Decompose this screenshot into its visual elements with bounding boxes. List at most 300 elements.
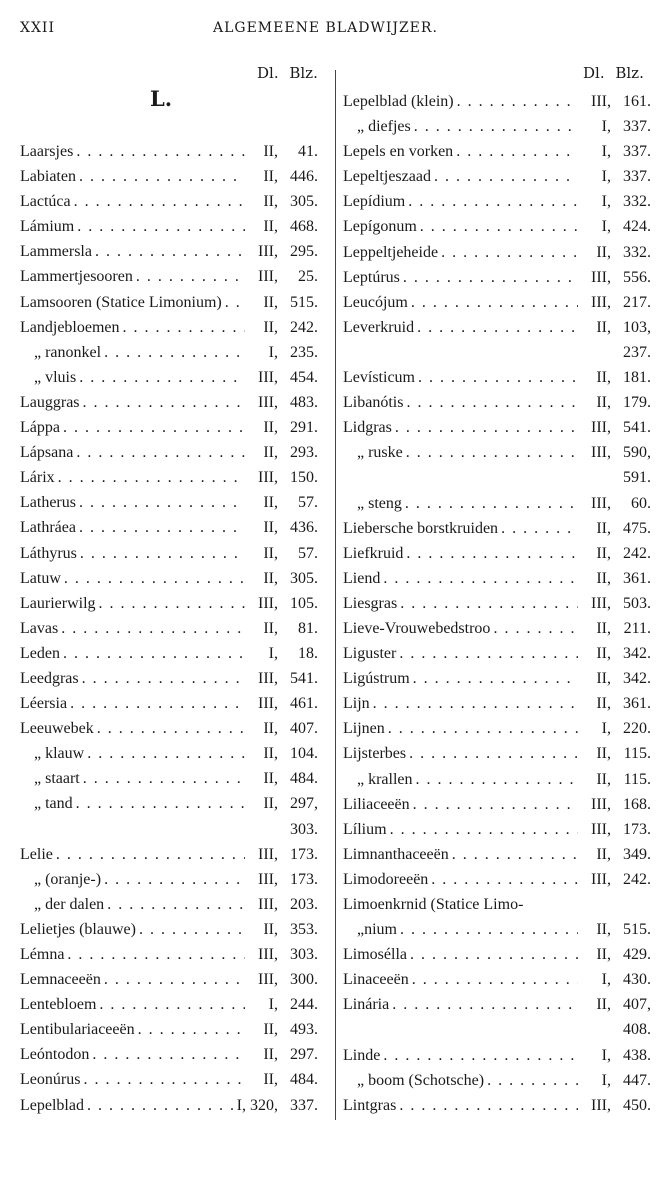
dot-leader [63, 415, 245, 440]
index-entry [343, 139, 651, 164]
dot-leader [123, 315, 245, 340]
dot-leader [383, 1043, 578, 1068]
entry-page: 237. [623, 343, 651, 361]
entry-name: Landjebloemen [20, 318, 120, 336]
entry-volume: II, [263, 619, 278, 637]
index-entry [20, 967, 318, 992]
index-entry [343, 616, 651, 641]
dot-leader [76, 440, 245, 465]
entry-volume: III, [258, 669, 278, 687]
entry-page: 161. [623, 93, 651, 110]
entry-page: 353. [290, 920, 318, 938]
dot-leader [413, 792, 578, 817]
dot-leader [139, 917, 245, 942]
entry-name: Lijsterbes [343, 745, 407, 763]
dot-leader [390, 817, 578, 842]
dot-leader [411, 290, 578, 315]
entry-page: 483. [290, 393, 318, 411]
entry-name: Liend [343, 569, 381, 587]
entry-page: 342. [623, 645, 651, 663]
dot-leader [406, 390, 578, 415]
dot-leader [107, 892, 245, 917]
entry-name: Leonúrus [20, 1071, 81, 1089]
entry-page: 115. [623, 745, 651, 763]
entry-page: 556. [623, 268, 651, 286]
entry-name: Limoenkrnid (Statice Limo- [343, 896, 524, 913]
index-entry [20, 541, 318, 566]
entry-name: Lelie [20, 845, 53, 863]
entry-name: Laarsjes [20, 143, 74, 160]
entry-page: 342. [623, 670, 651, 688]
entry-volume: II, [263, 745, 278, 763]
entry-volume: I, [601, 218, 611, 236]
entry-volume: II, [263, 193, 278, 211]
dot-leader [452, 842, 578, 867]
dot-leader [417, 315, 578, 340]
entry-name: Lammersla [20, 243, 92, 261]
entry-page: 447. [623, 1071, 651, 1089]
entry-volume: III, [591, 870, 611, 888]
entry-name: Lárix [20, 469, 55, 487]
entry-page: 461. [290, 695, 318, 713]
entry-page: 293. [290, 444, 318, 462]
entry-name [20, 817, 23, 842]
entry-page: 242. [623, 870, 651, 888]
entry-page: 300. [290, 971, 318, 989]
column-divider [335, 70, 336, 1120]
entry-page: 168. [623, 795, 651, 813]
entry-volume: III, [591, 594, 611, 612]
entry-page: 515. [290, 293, 318, 311]
entry-page: 303. [290, 946, 318, 963]
entry-page: 150. [290, 469, 318, 487]
entry-page: 361. [623, 695, 651, 713]
entry-name: Liefkruid [343, 544, 404, 562]
entry-volume: III, [258, 243, 278, 261]
entry-page: 173. [290, 845, 318, 863]
entry-name: „ boom (Schotsche) [357, 1071, 485, 1089]
entry-name: Lemnaceeën [20, 971, 101, 989]
index-entry [343, 691, 651, 716]
entry-volume: II, [263, 770, 278, 788]
entry-page: 515. [623, 921, 651, 939]
index-entry [20, 164, 318, 189]
entry-volume: I, 320, [236, 1096, 278, 1114]
dot-leader [58, 465, 245, 490]
entry-name: Leucójum [343, 293, 408, 311]
entry-volume [578, 465, 611, 490]
index-entry [343, 164, 651, 189]
index-entry [20, 766, 318, 791]
dot-leader [412, 967, 578, 992]
entry-page: 590, [623, 444, 651, 462]
entry-name: Limodoreeën [343, 870, 429, 888]
entry-page: 211. [623, 619, 651, 637]
entry-page: 361. [623, 569, 651, 587]
entry-name: Lactúca [20, 193, 71, 211]
entry-volume [578, 1017, 611, 1042]
index-entry [20, 1042, 318, 1067]
entry-volume: III, [591, 494, 611, 512]
entry-volume: II, [263, 318, 278, 336]
entry-name: „nium [357, 921, 397, 939]
dot-leader [83, 766, 245, 791]
entry-volume: II, [596, 619, 611, 637]
entry-page: 541. [623, 419, 651, 437]
index-entry [343, 716, 651, 741]
dot-leader [83, 1067, 245, 1092]
dot-leader [392, 992, 578, 1017]
entry-volume: III, [591, 93, 611, 110]
index-entry [20, 365, 318, 390]
dot-leader [399, 1093, 578, 1118]
entry-volume: I, [601, 118, 611, 136]
dot-leader [76, 791, 245, 816]
dot-leader [406, 541, 578, 566]
dot-leader [87, 1093, 234, 1118]
entry-volume: II, [596, 745, 611, 763]
entry-page: 242. [623, 544, 651, 562]
dot-leader [403, 265, 578, 290]
entry-volume: II, [263, 419, 278, 437]
index-entry [343, 842, 651, 867]
index-entry [20, 817, 318, 842]
dot-leader [414, 114, 578, 139]
index-entry [343, 89, 651, 114]
entry-name: Lammertjesooren [20, 268, 133, 286]
entry-name: Linária [343, 996, 390, 1014]
entry-name [343, 1017, 346, 1042]
entry-page: 115. [623, 770, 651, 788]
entry-name: Leverkruid [343, 318, 415, 336]
entry-name: Lentebloem [20, 996, 97, 1014]
entry-name: Linaceeën [343, 971, 409, 989]
index-entry [343, 315, 651, 340]
entry-page: 408. [623, 1021, 651, 1039]
entry-volume: I, [601, 193, 611, 211]
index-entry [343, 290, 651, 315]
entry-page: 303. [290, 820, 318, 838]
entry-name: Limosélla [343, 946, 407, 964]
entry-page: 291. [290, 419, 318, 437]
dot-leader [63, 641, 245, 666]
entry-volume: III, [258, 368, 278, 386]
index-entry [20, 616, 318, 641]
entry-volume [245, 817, 278, 842]
index-entry [20, 340, 318, 365]
dot-leader [83, 390, 245, 415]
index-entry [343, 867, 651, 892]
index-entry [20, 791, 318, 816]
entry-page: 244. [290, 996, 318, 1014]
entry-page: 242. [290, 318, 318, 336]
entry-page: 484. [290, 770, 318, 788]
index-entry [343, 415, 651, 440]
entry-name: Liguster [343, 645, 397, 663]
dot-leader [400, 917, 578, 942]
entry-volume: III, [258, 845, 278, 863]
entry-page: 407, [623, 996, 651, 1014]
entry-page: 60. [631, 494, 651, 512]
entry-volume: II, [263, 1046, 278, 1064]
entry-name: Lílium [343, 820, 387, 838]
entry-volume: III, [258, 469, 278, 487]
index-entry [20, 239, 318, 264]
entry-volume: II, [596, 519, 611, 537]
entry-name: Lamsooren (Statice Limonium) [20, 293, 222, 311]
entry-page: 305. [290, 569, 318, 587]
index-entry [343, 516, 651, 541]
index-entry [343, 641, 651, 666]
entry-name: Laurierwilg [20, 594, 96, 612]
entry-name: Linde [343, 1046, 381, 1064]
entry-page: 475. [623, 519, 651, 537]
index-entry [343, 541, 651, 566]
index-entry [343, 892, 651, 917]
dot-leader [408, 189, 578, 214]
index-entry [20, 842, 318, 867]
entry-volume: I, [601, 1046, 611, 1064]
index-entry [343, 917, 651, 942]
index-entry [20, 942, 318, 967]
entry-page: 81. [298, 619, 318, 637]
entry-volume: III, [258, 268, 278, 286]
entry-volume: II, [596, 845, 611, 863]
index-entry [20, 490, 318, 515]
entry-page: 407. [290, 720, 318, 738]
entry-volume: III, [591, 268, 611, 286]
entry-volume: II, [263, 569, 278, 587]
entry-name: Limnanthaceeën [343, 845, 449, 863]
entry-name: Latuw [20, 569, 61, 587]
entry-name: „ tand [34, 795, 73, 813]
index-entry [343, 240, 651, 265]
entry-name: Lijnen [343, 720, 385, 738]
entry-name: Liesgras [343, 594, 398, 612]
entry-page: 591. [623, 469, 651, 487]
dot-leader [80, 541, 245, 566]
entry-volume: II, [596, 569, 611, 587]
index-entry [343, 214, 651, 239]
index-entry [20, 867, 318, 892]
entry-page: 173. [290, 870, 318, 888]
dot-leader [434, 164, 578, 189]
entry-volume: III, [258, 594, 278, 612]
entry-page: 468. [290, 218, 318, 236]
index-entry [20, 741, 318, 766]
entry-volume: II, [263, 920, 278, 938]
dot-leader [70, 691, 245, 716]
dot-leader [420, 214, 578, 239]
entry-name: Lepelblad (klein) [343, 93, 454, 110]
entry-volume: II, [263, 168, 278, 186]
index-entry [343, 767, 651, 792]
entry-name: Liliaceeën [343, 795, 410, 813]
entry-page: 337. [623, 143, 651, 161]
entry-name: Lintgras [343, 1096, 397, 1114]
index-entry [343, 666, 651, 691]
entry-volume: I, [601, 971, 611, 989]
entry-page: 217. [623, 293, 651, 311]
dot-leader [431, 867, 578, 892]
entry-page: 332. [623, 193, 651, 211]
index-entry [343, 741, 651, 766]
entry-name: „ krallen [357, 770, 413, 788]
index-entry [20, 992, 318, 1017]
index-entry [343, 817, 651, 842]
entry-name [343, 340, 346, 365]
dot-leader [406, 440, 578, 465]
entry-volume [578, 892, 611, 917]
entry-name: Leptúrus [343, 268, 400, 286]
dot-leader [79, 164, 245, 189]
entry-name: „ vluis [34, 368, 77, 386]
entry-page: 305. [290, 193, 318, 211]
index-entry [343, 992, 651, 1017]
entry-volume: III, [591, 419, 611, 437]
index-entry [20, 189, 318, 214]
entry-name: Lidgras [343, 419, 392, 437]
index-entry [343, 440, 651, 465]
entry-volume: III, [591, 1096, 611, 1114]
dot-leader [74, 189, 245, 214]
entry-name: Lepelblad [20, 1096, 84, 1114]
entry-page: 430. [623, 971, 651, 989]
dot-leader [493, 616, 578, 641]
index-entry [343, 189, 651, 214]
entry-name: Leden [20, 644, 60, 662]
index-entry [20, 390, 318, 415]
dot-leader [76, 139, 245, 164]
entry-page: 179. [623, 394, 651, 412]
entry-name: Lijn [343, 695, 370, 713]
entry-name: Labiaten [20, 168, 76, 186]
entry-name: Lepeltjeszaad [343, 168, 431, 186]
dot-leader [61, 616, 245, 641]
entry-volume: III, [258, 870, 278, 888]
entry-volume: II, [596, 695, 611, 713]
entry-name: Ligústrum [343, 670, 410, 688]
dot-leader [64, 566, 245, 591]
entry-name: Lepels en vorken [343, 143, 454, 161]
entry-volume: I, [268, 343, 278, 361]
dot-leader [409, 741, 578, 766]
entry-page: 173. [623, 820, 651, 838]
entry-volume: III, [591, 820, 611, 838]
column-heading-right: Dl. Blz. [583, 64, 644, 82]
entry-page: 438. [623, 1046, 651, 1064]
index-entry [20, 691, 318, 716]
dot-leader [104, 867, 245, 892]
entry-page: 446. [290, 168, 318, 186]
index-entry [20, 214, 318, 239]
dot-leader [400, 591, 578, 616]
entry-page: 349. [623, 845, 651, 863]
entry-volume: III, [258, 695, 278, 713]
index-entry [20, 1067, 318, 1092]
index-entry [20, 666, 318, 691]
dot-leader [136, 264, 245, 289]
entry-name [343, 465, 346, 490]
dot-leader [413, 666, 578, 691]
dot-leader [99, 992, 245, 1017]
entry-page: 25. [298, 268, 318, 286]
entry-page: 18. [298, 644, 318, 662]
index-entry [343, 365, 651, 390]
entry-page: 297, [290, 795, 318, 813]
column-heading-left: Dl. Blz. [257, 64, 318, 82]
dot-leader [388, 716, 578, 741]
entry-volume: II, [596, 670, 611, 688]
entry-name: Lelietjes (blauwe) [20, 920, 136, 938]
entry-name: „ ruske [357, 444, 403, 462]
index-entry [343, 114, 651, 139]
entry-volume: II, [263, 444, 278, 462]
entry-volume: III, [258, 895, 278, 913]
dot-leader [418, 365, 578, 390]
dot-leader [97, 716, 245, 741]
entry-page: 454. [290, 368, 318, 386]
index-entry [20, 892, 318, 917]
entry-volume: II, [263, 494, 278, 512]
index-entry [343, 340, 651, 365]
index-entry [343, 390, 651, 415]
entry-page [611, 892, 651, 917]
index-entry [20, 1017, 318, 1042]
index-entry [20, 515, 318, 540]
index-entry [343, 465, 651, 490]
entry-volume: I, [601, 168, 611, 186]
entry-volume: II, [263, 1071, 278, 1089]
entry-name: „ ranonkel [34, 343, 102, 361]
entry-volume: II, [263, 293, 278, 311]
entry-volume: II, [596, 921, 611, 939]
entry-name: Lémna [20, 946, 65, 963]
dot-leader [487, 1068, 578, 1093]
index-entry [343, 1093, 651, 1118]
entry-page: 484. [290, 1071, 318, 1089]
entry-volume: III, [258, 393, 278, 411]
entry-page: 503. [623, 594, 651, 612]
entry-name: Lepígonum [343, 218, 417, 236]
entry-page: 541. [290, 669, 318, 687]
dot-leader [79, 515, 245, 540]
dot-leader [399, 641, 578, 666]
entry-name: Libanótis [343, 394, 404, 412]
entry-name: „ staart [34, 770, 80, 788]
entry-volume: III, [591, 444, 611, 462]
index-entry [20, 566, 318, 591]
entry-volume: II, [596, 243, 611, 261]
entry-name: Latherus [20, 494, 76, 512]
entry-name: „ der dalen [34, 895, 105, 913]
entry-name: Liebersche borstkruiden [343, 519, 499, 537]
running-title: ALGEMEENE BLADWIJZER. [213, 20, 438, 36]
entry-page: 436. [290, 519, 318, 537]
dot-leader [405, 491, 578, 516]
entry-volume: II, [596, 996, 611, 1014]
entry-page: 103, [623, 318, 651, 336]
entry-page: 57. [298, 544, 318, 562]
entry-page: 337. [290, 1096, 318, 1114]
entry-name: Lentibulariaceeën [20, 1021, 135, 1039]
entry-volume: II, [596, 394, 611, 412]
entry-name: Lámium [20, 218, 75, 236]
index-entry [343, 491, 651, 516]
dot-leader [56, 842, 245, 867]
entry-page: 337. [623, 118, 651, 136]
index-column-right [343, 89, 651, 1118]
